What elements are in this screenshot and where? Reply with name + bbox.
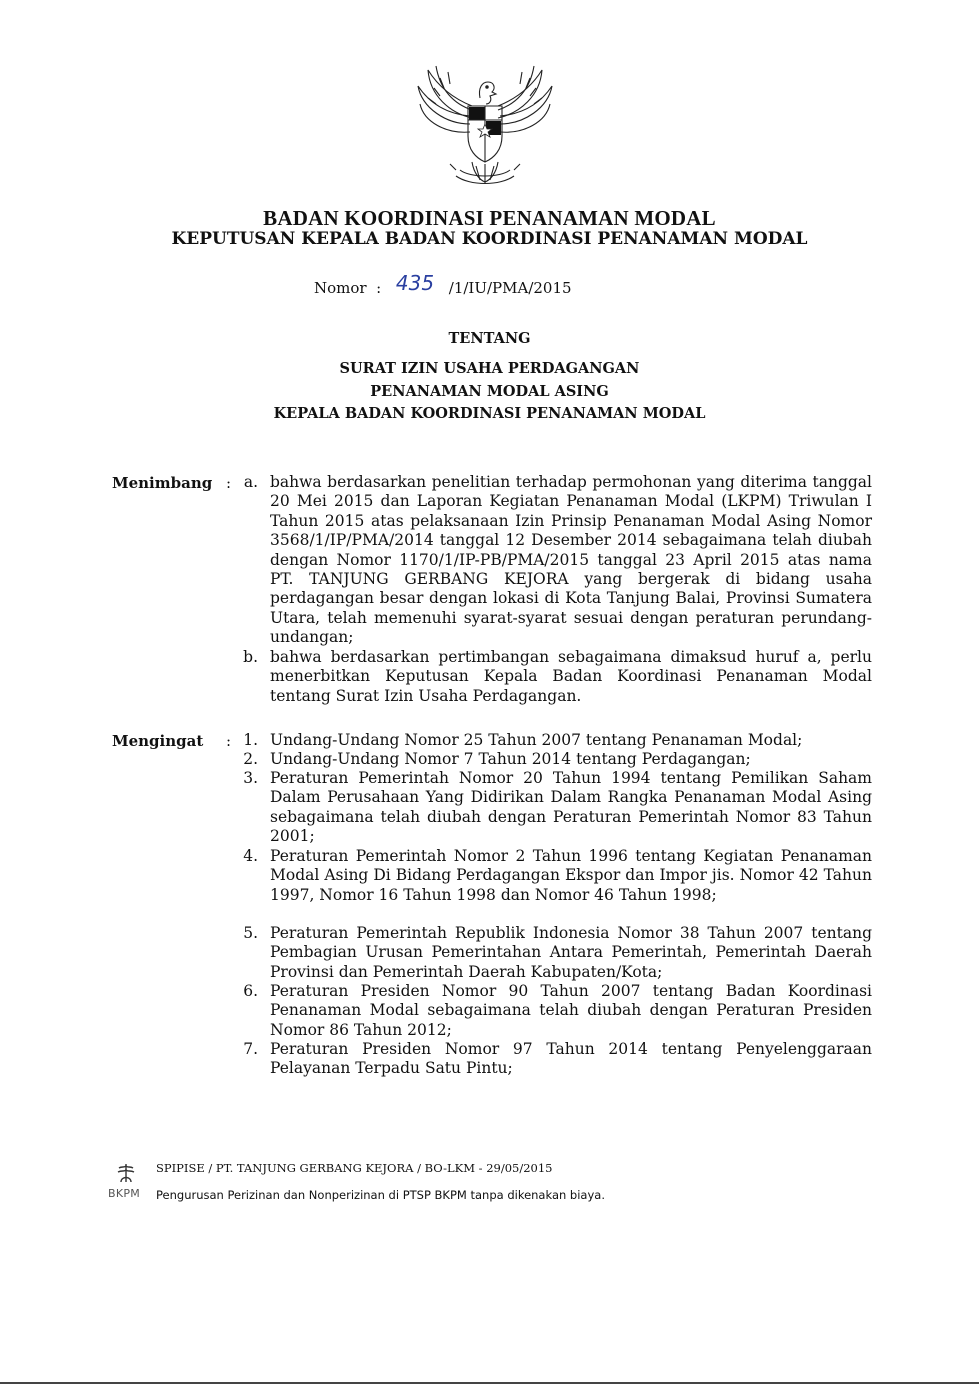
footer-notice: Pengurusan Perizinan dan Nonperizinan di PTSP BKPM tanpa dikenakan biaya. — [156, 1188, 605, 1202]
mengingat-marker-3: 3. — [243, 769, 258, 787]
menimbang-item-a: bahwa berdasarkan penelitian terhadap permohonan yang diterima tanggal 20 Mei 2015 dan Laporan Kegiatan Penanaman Modal (LKPM) Triwulan I Tahun 2015 atas pelaksanaan Izin Prinsip Penanaman Modal Asing Nomor 3568/1/IP/PMA/2014 tanggal 12 Desember 2014 sebagaimana telah diubah dengan Nomor 1170/1/IP-PB/PMA/2015 tanggal 23 April 2015 atas nama PT. TANJUNG GERBANG KEJORA yang bergerak di bidang usaha perdagangan besar dengan lokasi di Kota Tanjung Balai, Provinsi Sumatera Utara, telah memenuhi syarat-syarat sesuai dengan peraturan perundang-undangan; — [270, 473, 872, 647]
mengingat-item-5: Peraturan Pemerintah Republik Indonesia Nomor 38 Tahun 2007 tentang Pembagian Urusan Pemerintahan Antara Pemerintah, Pemerintah Daerah Provinsi dan Pemerintah Daerah Kabupaten/Kota; — [270, 924, 872, 981]
mengingat-marker-7: 7. — [243, 1040, 258, 1058]
menimbang-label: Menimbang — [112, 474, 213, 492]
menimbang-colon: : — [226, 474, 232, 492]
scan-edge-divider — [0, 1382, 979, 1384]
mengingat-item-1: Undang-Undang Nomor 25 Tahun 2007 tentang Penanaman Modal; — [270, 731, 803, 749]
number-separator: : — [376, 279, 382, 297]
number-suffix: /1/IU/PMA/2015 — [448, 279, 572, 297]
mengingat-marker-4: 4. — [243, 847, 258, 865]
mengingat-colon: : — [226, 732, 232, 750]
number-label: Nomor — [314, 279, 367, 297]
mengingat-item-2: Undang-Undang Nomor 7 Tahun 2014 tentang Perdagangan; — [270, 750, 751, 768]
garuda-emblem-icon — [410, 58, 560, 198]
mengingat-item-3: Peraturan Pemerintah Nomor 20 Tahun 1994 tentang Pemilikan Saham Dalam Perusahaan Yang Didirikan Dalam Rangka Penanaman Modal Asing sebagaimana telah diubah dengan Peraturan Pemerintah Nomor 83 Tahun 2001; — [270, 769, 872, 846]
mengingat-marker-6: 6. — [243, 982, 258, 1000]
menimbang-marker-b: b. — [243, 648, 258, 666]
mengingat-marker-5: 5. — [243, 924, 258, 942]
mengingat-item-4: Peraturan Pemerintah Nomor 2 Tahun 1996 tentang Kegiatan Penanaman Modal Asing Di Bidang Perdagangan Ekspor dan Impor jis. Nomor 42 Tahun 1997, Nomor 16 Tahun 1998 dan Nomor 46 Tahun 1998; — [270, 847, 872, 904]
footer-reference: SPIPISE / PT. TANJUNG GERBANG KEJORA / BO-LKM - 29/05/2015 — [156, 1161, 553, 1175]
mengingat-label: Mengingat — [112, 732, 204, 750]
bkpm-logo-text: BKPM — [108, 1187, 141, 1200]
mengingat-marker-2: 2. — [243, 750, 258, 768]
menimbang-marker-a: a. — [243, 473, 258, 491]
decree-number — [314, 271, 572, 298]
decree-title: KEPUTUSAN KEPALA BADAN KOORDINASI PENANAMAN MODAL — [171, 229, 808, 249]
subject-line-2: PENANAMAN MODAL ASING — [370, 383, 609, 400]
subject-line-3: KEPALA BADAN KOORDINASI PENANAMAN MODAL — [273, 405, 706, 422]
about-heading: TENTANG — [448, 330, 531, 347]
mengingat-item-7: Peraturan Presiden Nomor 97 Tahun 2014 tentang Penyelenggaraan Pelayanan Terpadu Satu Pintu; — [270, 1040, 872, 1078]
agency-name: BADAN KOORDINASI PENANAMAN MODAL — [263, 206, 716, 230]
mengingat-marker-1: 1. — [243, 731, 258, 749]
bkpm-logo-icon — [113, 1160, 139, 1186]
menimbang-item-b: bahwa berdasarkan pertimbangan sebagaimana dimaksud huruf a, perlu menerbitkan Keputusan Kepala Badan Koordinasi Penanaman Modal tentang Surat Izin Usaha Perdagangan. — [270, 648, 872, 705]
mengingat-item-6: Peraturan Presiden Nomor 90 Tahun 2007 tentang Badan Koordinasi Penanaman Modal sebagaimana telah diubah dengan Peraturan Presiden Nomor 86 Tahun 2012; — [270, 982, 872, 1039]
subject-line-1: SURAT IZIN USAHA PERDAGANGAN — [339, 360, 640, 377]
handwritten-number: 435 — [395, 271, 435, 295]
